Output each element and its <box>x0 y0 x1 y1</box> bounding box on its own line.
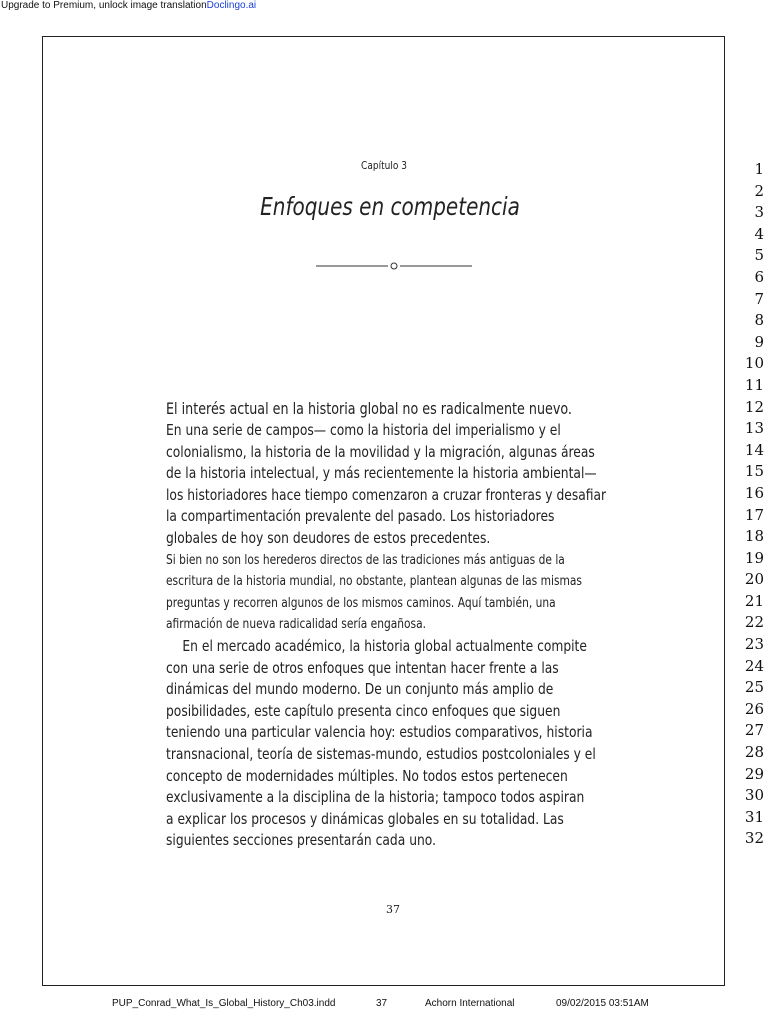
doclingo-link[interactable]: Doclingo.ai <box>206 0 257 11</box>
line-number: 10 <box>744 354 764 373</box>
line-number: 16 <box>744 483 764 502</box>
line-number: 26 <box>744 699 764 718</box>
line-number: 28 <box>744 743 764 762</box>
text-line: globales de hoy son deudores de estos precedentes. <box>166 528 491 547</box>
text-line: escritura de la historia mundial, no obstante, plantean algunas de las mismas <box>166 574 582 590</box>
line-number: 9 <box>754 332 764 351</box>
line-number: 8 <box>754 311 764 330</box>
text-line: los historiadores hace tiempo comenzaron a cruzar fronteras y desafiar <box>166 485 607 504</box>
line-number: 20 <box>744 570 764 589</box>
text-line: En una serie de campos— como la historia del imperialismo y el <box>166 421 561 439</box>
footer-filename: PUP_Conrad_What_Is_Global_History_Ch03.indd <box>112 998 336 1009</box>
text-line: transnacional, teoría de sistemas-mundo, estudios postcoloniales y el <box>166 744 596 763</box>
text-line: En el mercado académico, la historia global actualmente compite <box>182 636 587 655</box>
footer-company: Achorn International <box>425 998 515 1009</box>
chapter-title: Enfoques en competencia <box>260 192 520 221</box>
line-number: 17 <box>744 505 764 524</box>
line-number: 30 <box>744 786 764 805</box>
line-number: 25 <box>744 678 764 697</box>
text-line: afirmación de nueva radicalidad sería engañosa. <box>166 617 427 633</box>
footer-page: 37 <box>376 998 388 1009</box>
line-number: 24 <box>744 656 764 675</box>
line-number: 15 <box>744 462 764 481</box>
footer-date: 09/02/2015 03:51AM <box>556 998 649 1009</box>
line-number: 12 <box>744 397 764 416</box>
line-number: 1 <box>754 160 764 178</box>
line-number: 11 <box>744 375 764 394</box>
ornament-divider <box>316 260 472 272</box>
line-number: 19 <box>744 548 764 567</box>
body-text <box>166 398 621 852</box>
line-number-column <box>728 159 764 850</box>
text-line: siguientes secciones presentarán cada uno. <box>166 831 437 850</box>
text-line: concepto de modernidades múltiples. No todos estos pertenecen <box>166 766 568 785</box>
line-number: 18 <box>744 527 764 546</box>
line-number: 27 <box>744 721 764 740</box>
upgrade-banner-text: Upgrade to Premium, unlock image translation <box>1 0 207 11</box>
line-number: 14 <box>744 440 764 459</box>
text-line: preguntas y recorren algunos de los mismos caminos. Aquí también, una <box>166 595 556 611</box>
text-line: a explicar los procesos y dinámicas globales en su totalidad. Las <box>166 809 564 828</box>
line-number: 6 <box>754 267 764 286</box>
line-number: 4 <box>754 224 764 243</box>
text-line: exclusivamente a la disciplina de la historia; tampoco todos aspiran <box>166 788 585 807</box>
page-number: 37 <box>386 903 400 916</box>
line-number: 31 <box>744 807 764 826</box>
text-line: dinámicas del mundo moderno. De un conjunto más amplio de <box>166 680 554 699</box>
line-number: 29 <box>744 764 764 783</box>
text-line: Si bien no son los herederos directos de las tradiciones más antiguas de la <box>166 552 565 568</box>
line-number: 3 <box>754 203 764 222</box>
line-number: 5 <box>754 246 764 265</box>
text-line: la compartimentación prevalente del pasado. Los historiadores <box>166 507 555 526</box>
upgrade-banner[interactable] <box>1 0 256 12</box>
line-number: 21 <box>744 591 764 610</box>
chapter-label: Capítulo 3 <box>361 159 407 172</box>
text-line: teniendo una particular valencia hoy: estudios comparativos, historia <box>166 723 593 742</box>
line-number: 7 <box>754 289 764 308</box>
text-line: de la historia intelectual, y más recientemente la historia ambiental— <box>166 464 597 483</box>
line-number: 13 <box>744 419 764 438</box>
text-line: con una serie de otros enfoques que intentan hacer frente a las <box>166 658 559 677</box>
line-number: 22 <box>744 613 764 632</box>
line-number: 2 <box>754 181 764 200</box>
text-line: posibilidades, este capítulo presenta cinco enfoques que siguen <box>166 701 561 720</box>
line-number: 23 <box>744 635 764 654</box>
text-line: El interés actual en la historia global no es radicalmente nuevo. <box>166 399 572 418</box>
text-line: colonialismo, la historia de la movilidad y la migración, algunas áreas <box>166 442 595 461</box>
line-number: 32 <box>744 829 764 848</box>
